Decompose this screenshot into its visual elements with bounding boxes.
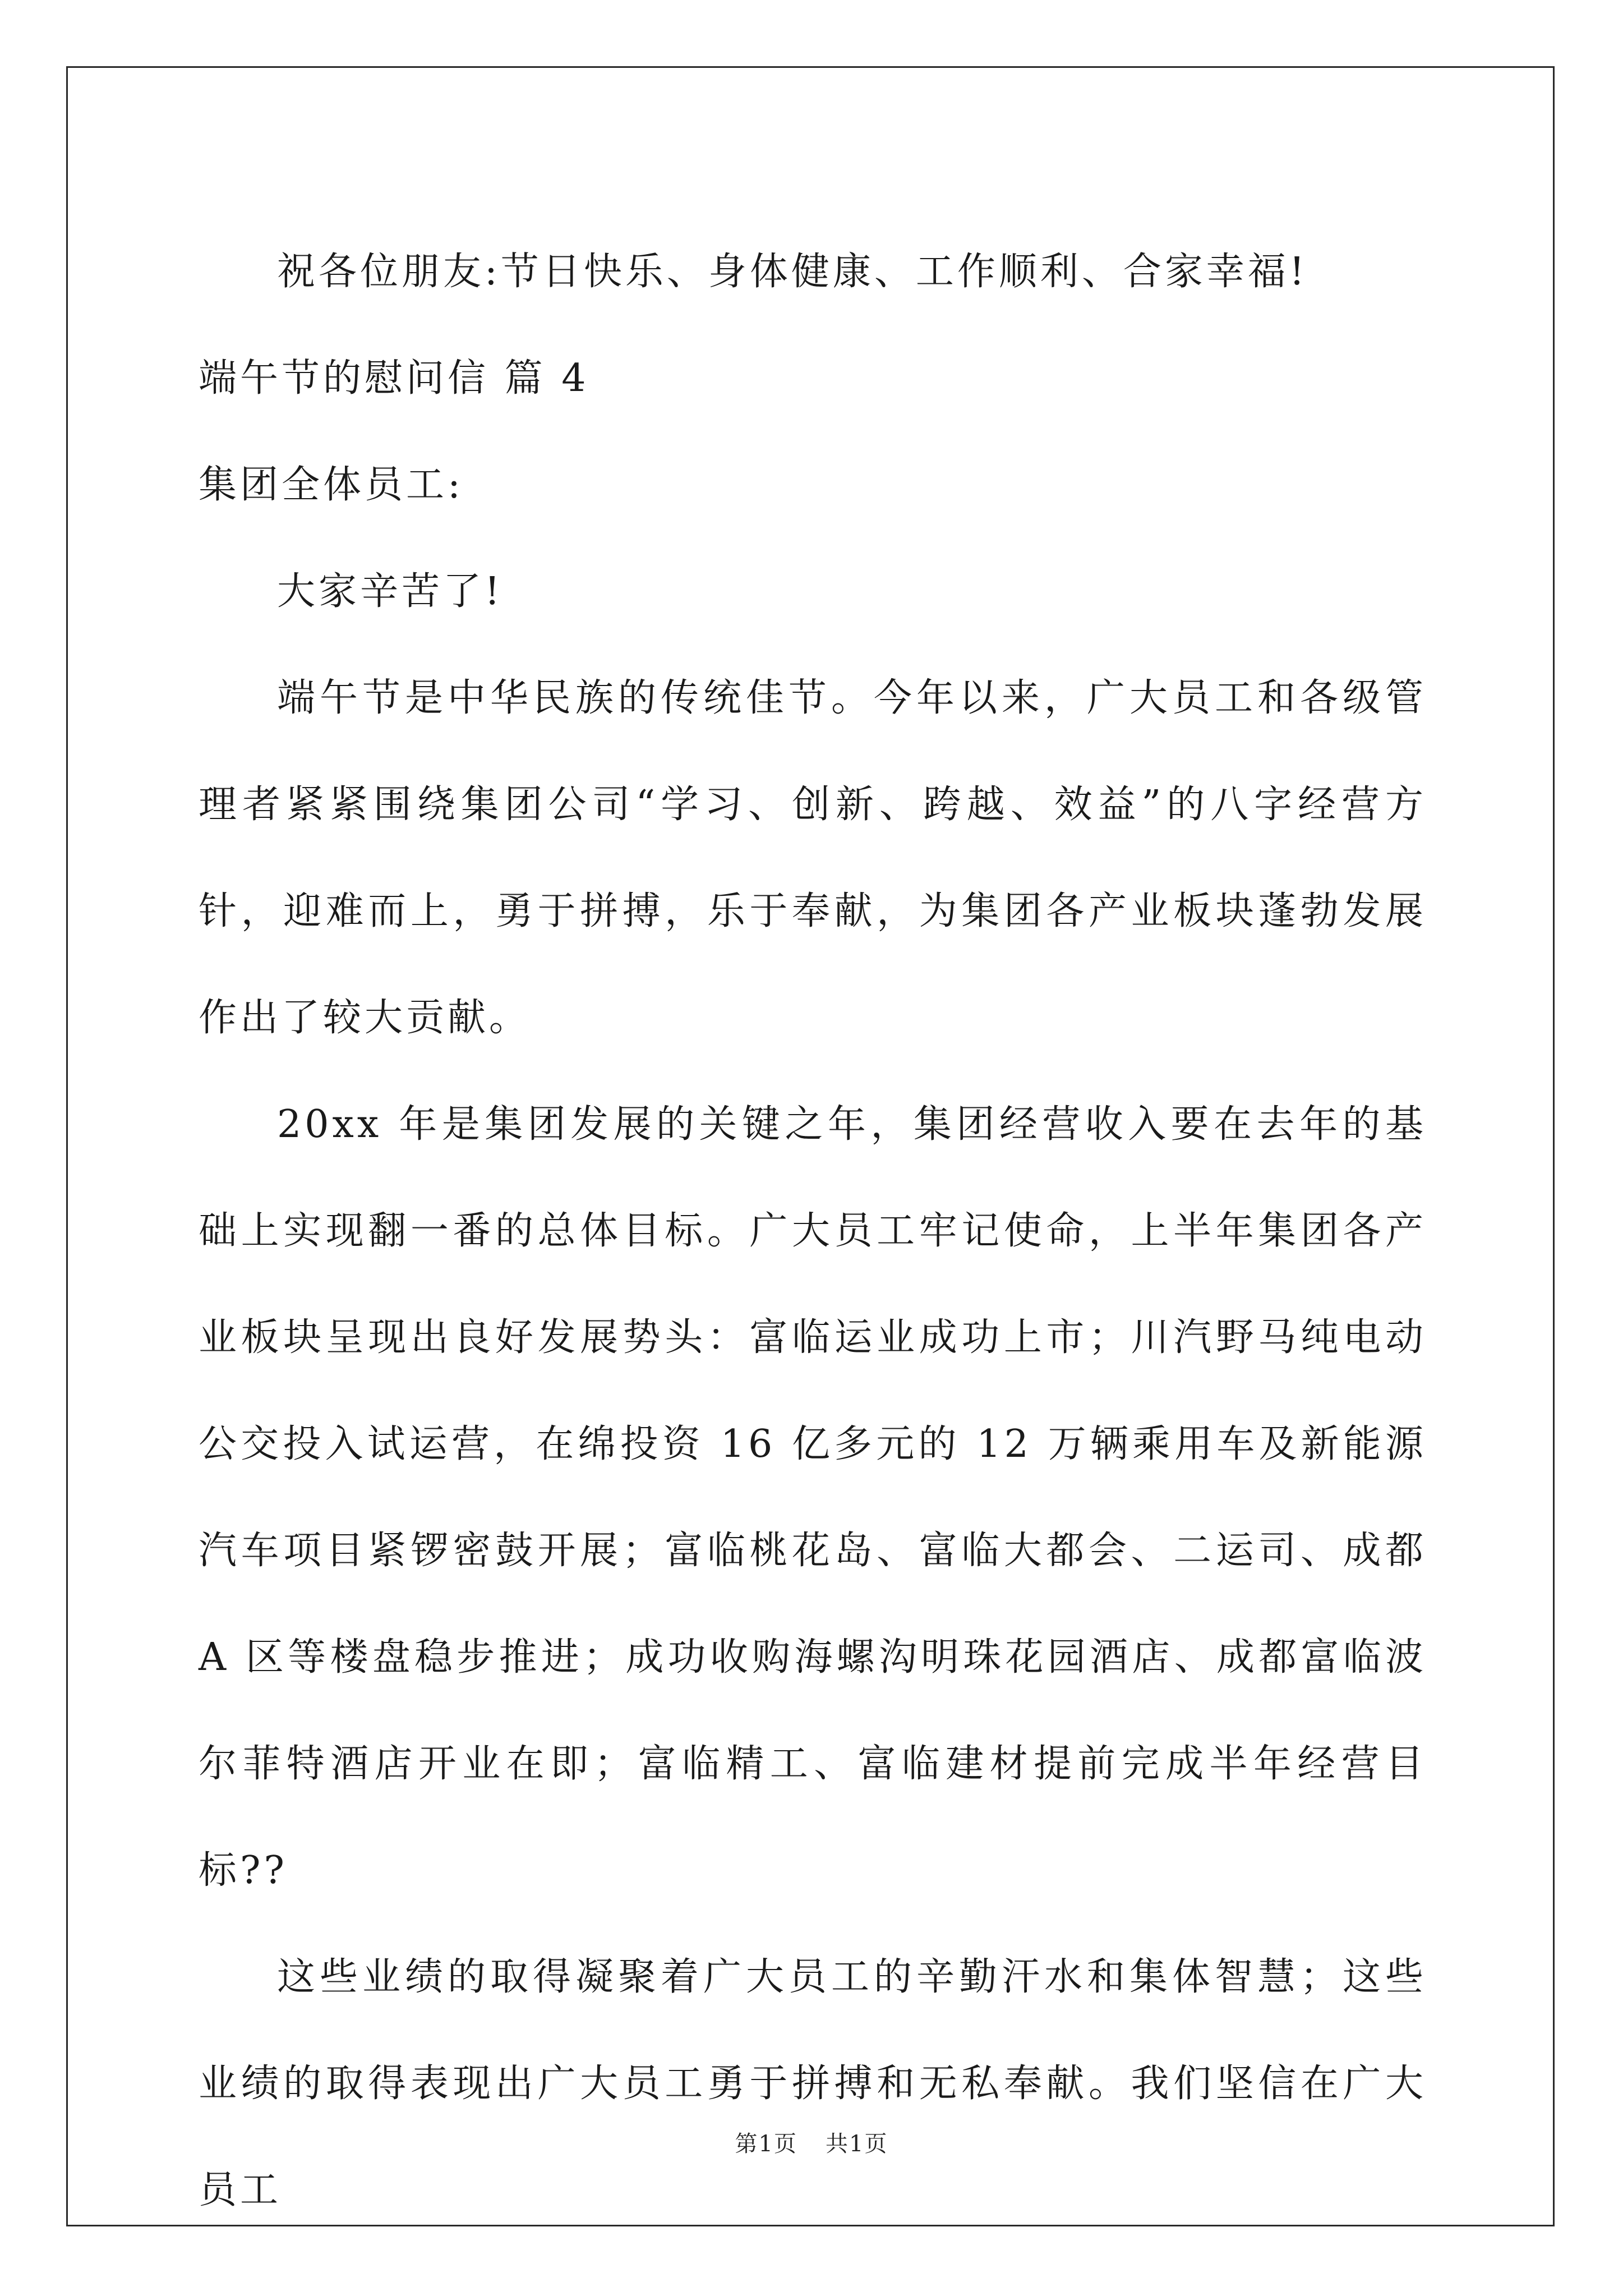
greeting-line: 祝各位朋友:节日快乐、身体健康、工作顺利、合家幸福! — [277, 250, 1308, 294]
paragraph-1: 端午节是中华民族的传统佳节。今年以来，广大员工和各级管理者紧紧围绕集团公司“学习、创新、跨越、效益”的八字经营方针，迎难而上，勇于拼搏，乐于奉献，为集团各产业板块蓬勃发展作出了较大贡献。 — [199, 676, 1427, 1040]
section-title: 端午节的慰问信 篇 4 — [199, 356, 589, 401]
page-number-total: 共1页 — [826, 2131, 888, 2157]
paragraph-3: 这些业绩的取得凝聚着广大员工的辛勤汗水和集体智慧；这些业绩的取得表现出广大员工勇于拼搏和无私奉献。我们坚信在广大员工 — [199, 1955, 1427, 2212]
page-number-current: 第1页 — [735, 2131, 797, 2157]
page-footer — [0, 2126, 1623, 2158]
opening-line: 大家辛苦了! — [277, 569, 504, 614]
salutation: 集团全体员工: — [199, 463, 464, 507]
document-body — [199, 219, 1427, 2244]
paragraph-2: 20xx 年是集团发展的关键之年，集团经营收入要在去年的基础上实现翻一番的总体目标。广大员工牢记使命，上半年集团各产业板块呈现出良好发展势头：富临运业成功上市；川汽野马纯电动公交投入试运营，在绵投资 16 亿多元的 12 万辆乘用车及新能源汽车项目紧锣密鼓开展；富临桃花岛、富临大都会、二运司、成都 A 区等楼盘稳步推进；成功收购海螺沟明珠花园酒店、成都富临波尔菲特酒店开业在即；富临精工、富临建材提前完成半年经营目标?? — [199, 1102, 1427, 1893]
